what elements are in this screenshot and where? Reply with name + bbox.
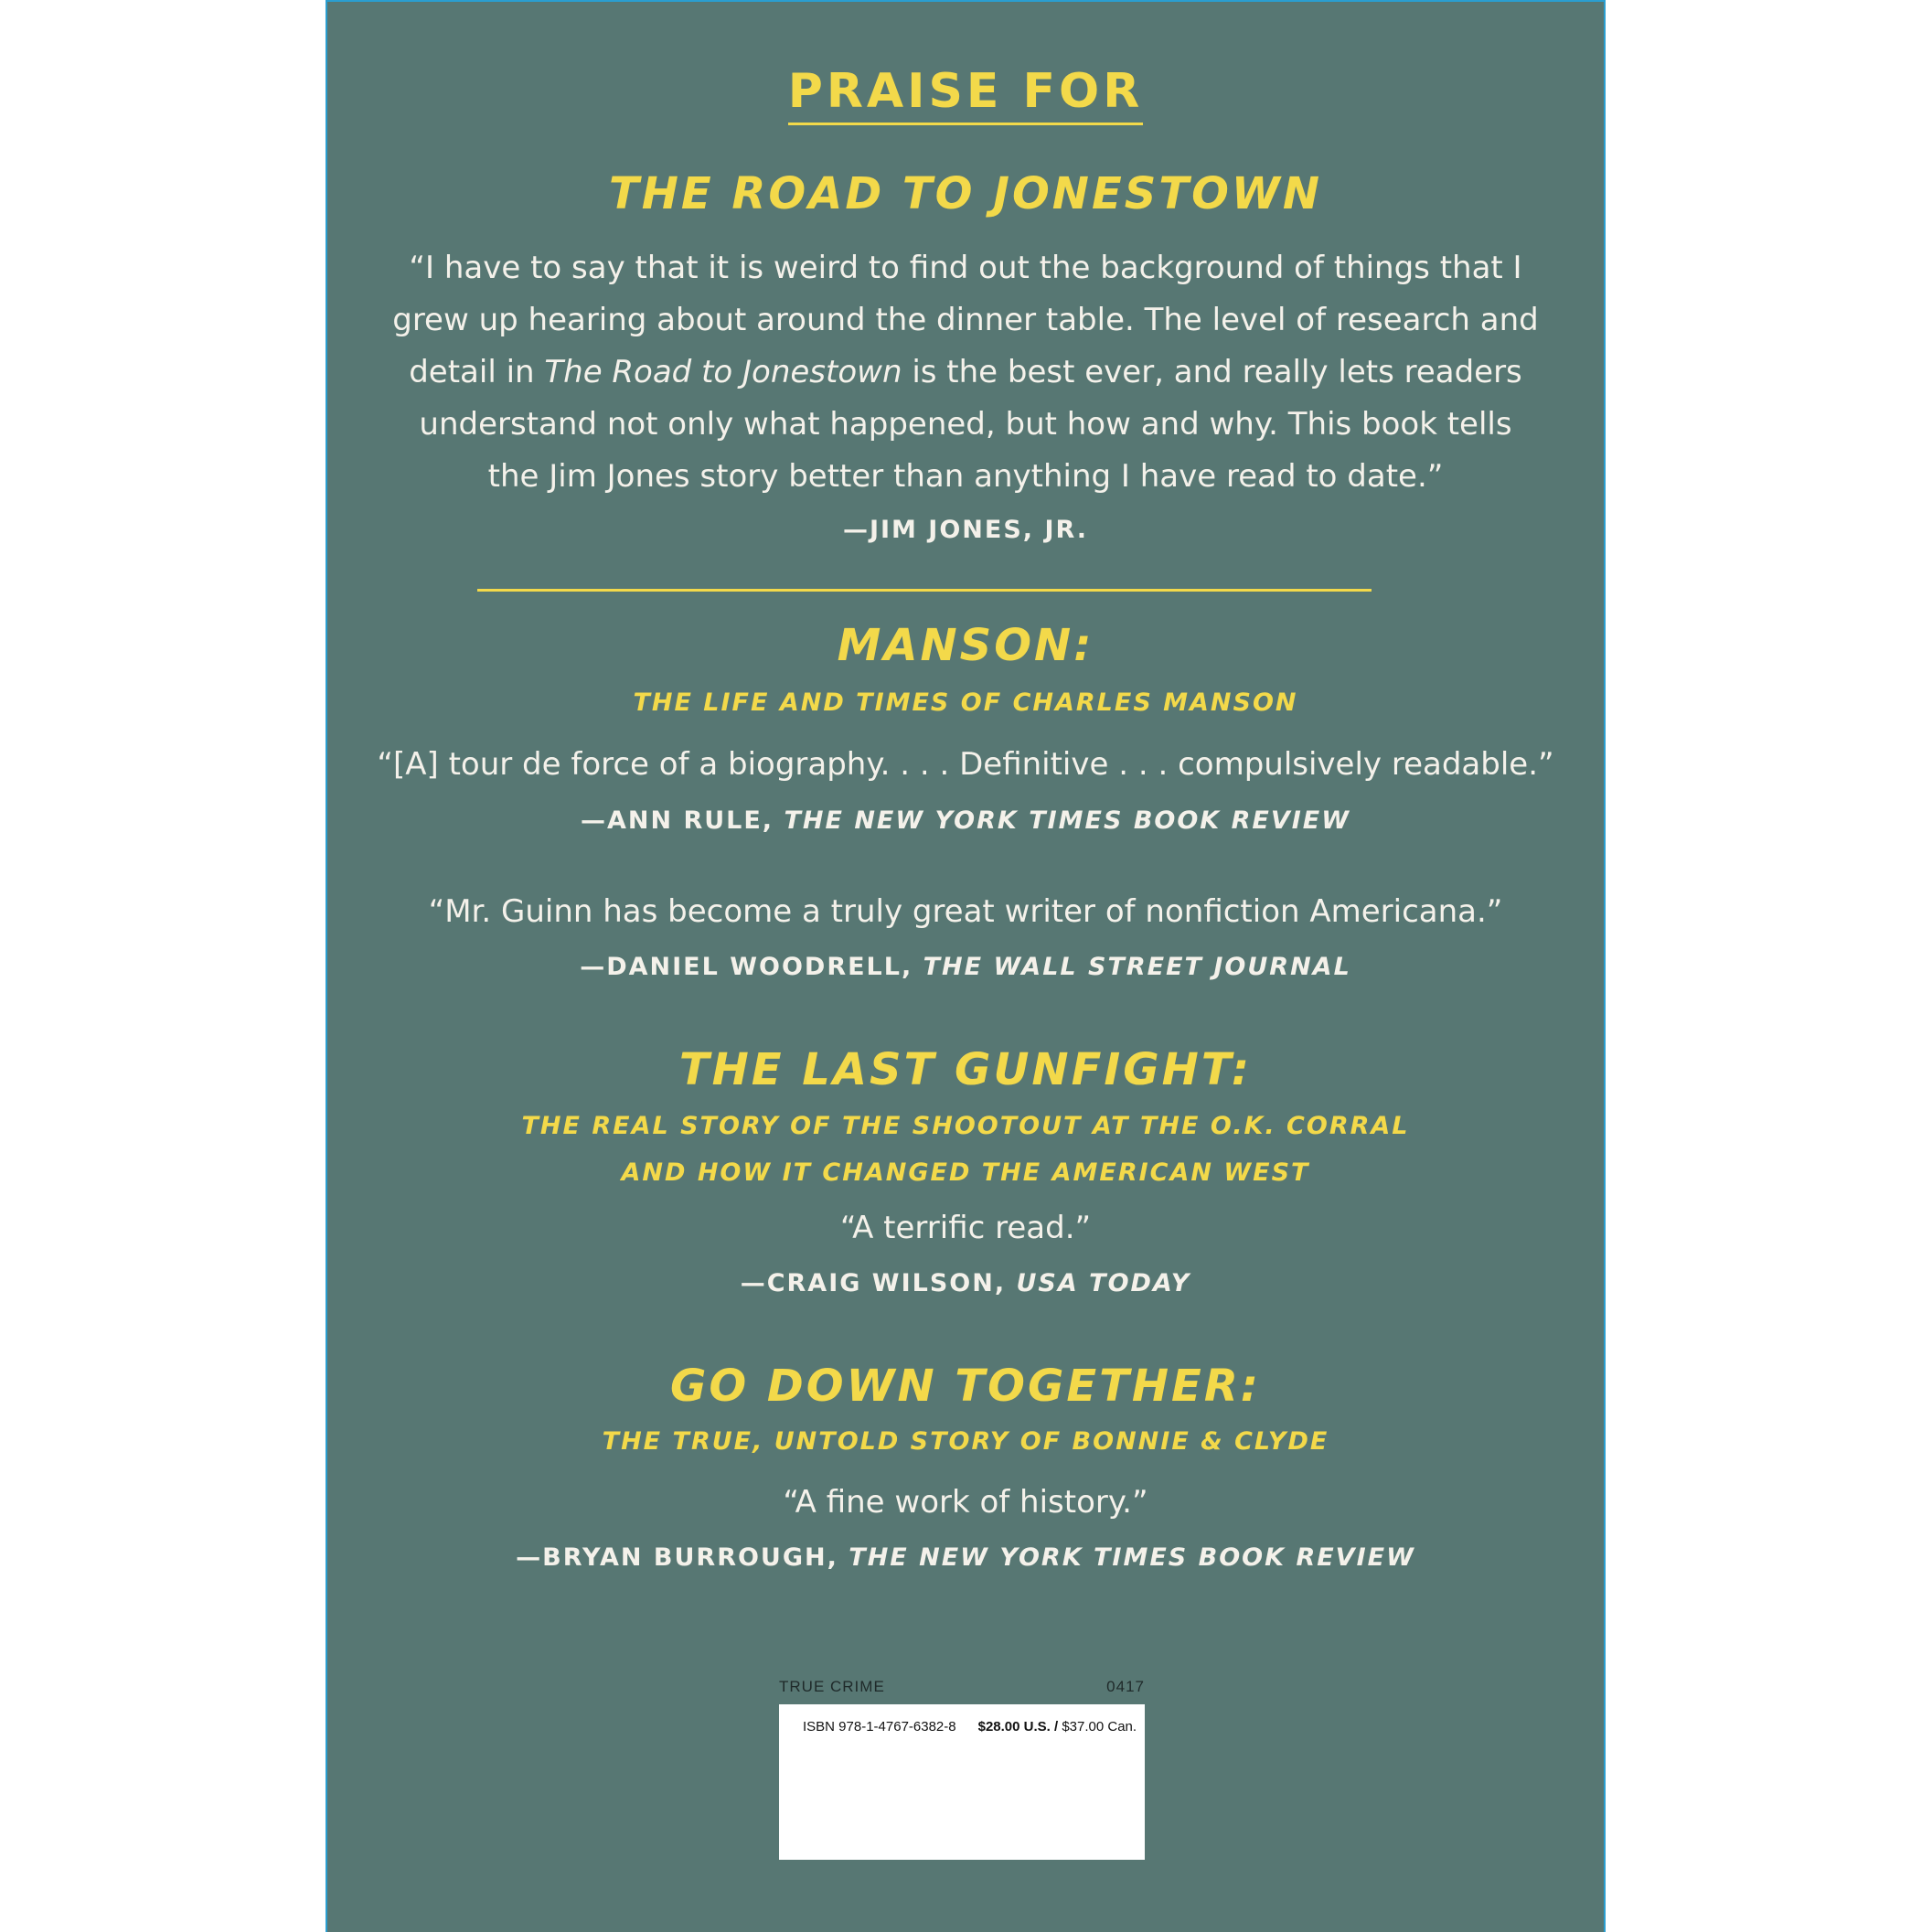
subtitle-line: AND HOW IT CHANGED THE AMERICAN WEST [621, 1158, 1310, 1187]
attribution-daniel-woodrell [327, 953, 1604, 981]
code-label: 0417 [1106, 1678, 1145, 1695]
book-back-cover [326, 0, 1606, 1932]
price-can: $37.00 Can. [1058, 1719, 1137, 1735]
attribution-source: THE WALL STREET JOURNAL [923, 953, 1351, 981]
book-title-last-gunfight: THE LAST GUNFIGHT: [678, 1044, 1253, 1095]
quote-jim-jones-jr [327, 242, 1604, 503]
attribution-ann-rule [327, 806, 1604, 835]
book-title-go-down-together: GO DOWN TOGETHER: [670, 1361, 1261, 1412]
attribution-name: —CRAIG WILSON, [740, 1269, 1017, 1297]
barcode-area [779, 1678, 1145, 1861]
quote-bryan-burrough: “A fine work of history.” [783, 1484, 1148, 1521]
subtitle-line: THE REAL STORY OF THE SHOOTOUT AT THE O.K. CORRAL [521, 1112, 1410, 1140]
quote-craig-wilson: “A terrific read.” [839, 1210, 1092, 1246]
quote-line: grew up hearing about around the dinner table. The level of research and [392, 302, 1539, 338]
book-subtitle-last-gunfight [327, 1103, 1604, 1196]
attribution-source: THE NEW YORK TIMES BOOK REVIEW [784, 806, 1351, 835]
quote-ann-rule: “[A] tour de force of a biography. . . . Definitive . . . compulsively readable.” [377, 746, 1554, 783]
book-subtitle-go-down-together: THE TRUE, UNTOLD STORY OF BONNIE & CLYDE [602, 1427, 1329, 1456]
attribution-craig-wilson [327, 1269, 1604, 1297]
praise-heading-text: PRAISE FOR [788, 64, 1144, 125]
book-title-road-to-jonestown: THE ROAD TO JONESTOWN [609, 168, 1322, 219]
section-divider [477, 589, 1372, 592]
attribution-source: THE NEW YORK TIMES BOOK REVIEW [849, 1543, 1415, 1572]
price-us: $28.00 U.S. / [977, 1719, 1059, 1735]
attribution-name: —ANN RULE, [580, 806, 785, 835]
quote-line [327, 347, 1604, 399]
attribution-name: —DANIEL WOODRELL, [580, 953, 923, 981]
attribution-jim-jones-jr: —JIM JONES, JR. [842, 516, 1089, 544]
quote-daniel-woodrell: “Mr. Guinn has become a truly great writer of nonfiction Americana.” [428, 893, 1503, 930]
attribution-bryan-burrough [327, 1543, 1604, 1572]
praise-heading [327, 64, 1604, 125]
category-label: TRUE CRIME [779, 1678, 885, 1695]
attribution-source: USA TODAY [1016, 1269, 1191, 1297]
quote-line: the Jim Jones story better than anything I have read to date.” [487, 458, 1444, 495]
book-subtitle-manson: THE LIFE AND TIMES OF CHARLES MANSON [633, 688, 1298, 717]
quote-line: “I have to say that it is weird to find out the background of things that I [409, 250, 1522, 286]
quote-book-title: The Road to Jonestown [544, 354, 902, 390]
barcode-box [779, 1704, 1145, 1860]
book-title-manson: MANSON: [837, 620, 1094, 671]
isbn-text: ISBN 978-1-4767-6382-8 [803, 1719, 956, 1735]
isbn-price-line [803, 1719, 1137, 1735]
quote-line: understand not only what happened, but how and why. This book tells [419, 406, 1512, 443]
quote-text: detail in [409, 354, 545, 390]
attribution-name: —BRYAN BURROUGH, [516, 1543, 849, 1572]
quote-text: is the best ever, and really lets readers [902, 354, 1522, 390]
